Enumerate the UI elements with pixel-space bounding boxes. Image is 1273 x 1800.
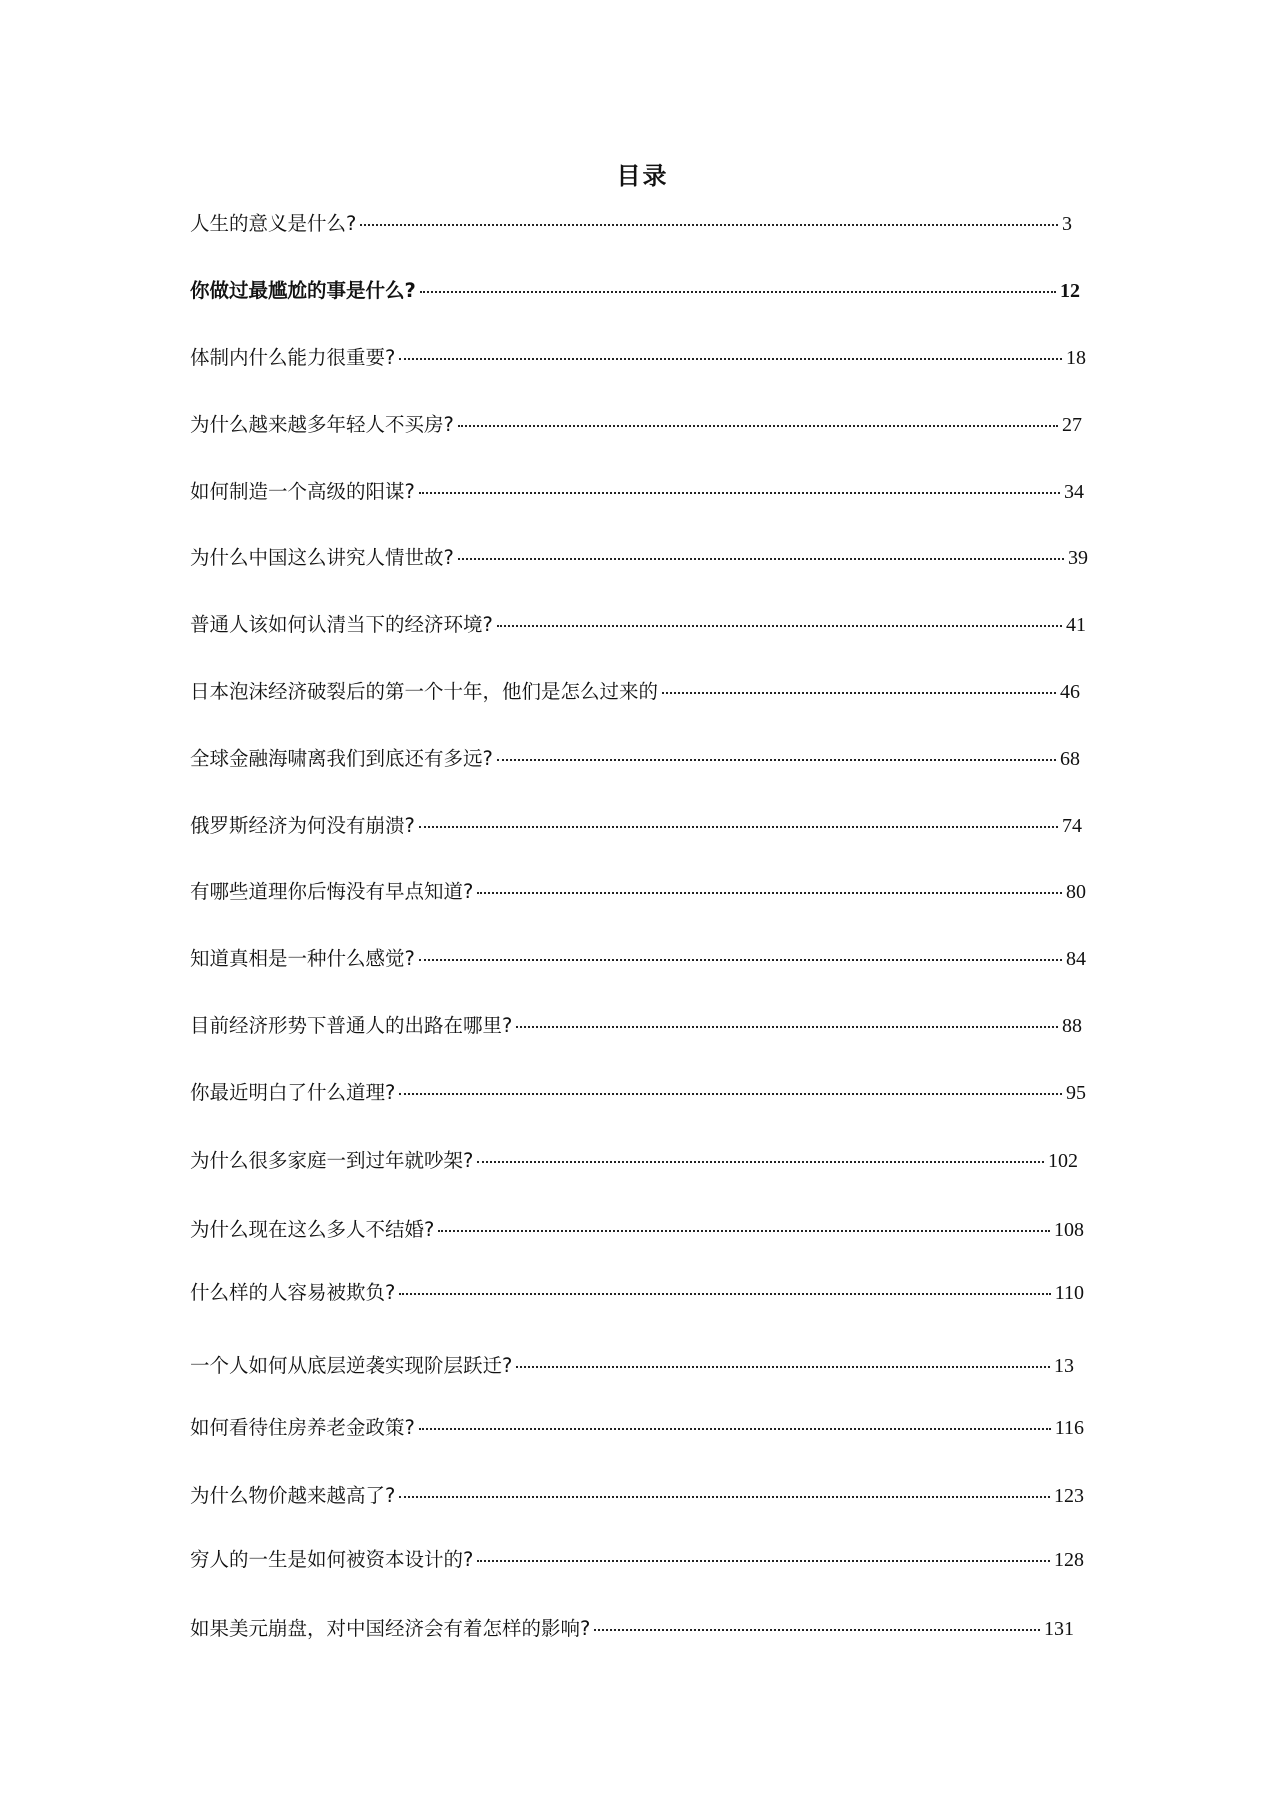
toc-entry[interactable] [190,342,1086,372]
dot-leader [594,1629,1040,1631]
toc-entry[interactable] [190,609,1086,639]
dot-leader [399,358,1062,360]
toc-entry-title: 为什么很多家庭一到过年就吵架? [190,1149,474,1172]
toc-entry-page-number: 116 [1054,1417,1084,1439]
toc-entry-page-number: 41 [1066,614,1086,636]
toc-entry-title: 俄罗斯经济为何没有崩溃? [190,814,415,837]
toc-entry[interactable] [190,1077,1086,1107]
toc-entry[interactable] [190,743,1080,773]
dot-leader [419,1428,1051,1430]
toc-entry-title: 日本泡沫经济破裂后的第一个十年，他们是怎么过来的 [190,680,659,703]
toc-list [190,0,1090,1800]
dot-leader [458,425,1058,427]
toc-entry[interactable] [190,676,1080,706]
toc-entry-title: 全球金融海啸离我们到底还有多远? [190,747,493,770]
toc-entry[interactable] [190,542,1088,572]
toc-entry-page-number: 102 [1048,1150,1078,1172]
toc-entry-page-number: 18 [1066,347,1086,369]
toc-entry[interactable] [190,476,1084,506]
toc-entry-title: 有哪些道理你后悔没有早点知道? [190,880,474,903]
toc-entry[interactable] [190,275,1080,305]
toc-entry-page-number: 34 [1064,481,1084,503]
toc-entry-title: 一个人如何从底层逆袭实现阶层跃迁? [190,1354,513,1377]
toc-entry[interactable] [190,1277,1084,1307]
dot-leader [419,492,1060,494]
toc-title: 目录 [616,162,669,190]
toc-entry[interactable] [190,1010,1082,1040]
dot-leader [419,826,1058,828]
toc-entry[interactable] [190,1544,1084,1574]
toc-entry-page-number: 123 [1054,1485,1084,1507]
toc-entry-page-number: 46 [1060,681,1080,703]
toc-entry[interactable] [190,1214,1084,1244]
toc-entry-title: 穷人的一生是如何被资本设计的? [190,1548,474,1571]
toc-entry-page-number: 39 [1068,547,1088,569]
dot-leader [438,1230,1050,1232]
dot-leader [497,759,1056,761]
toc-entry-page-number: 128 [1054,1549,1084,1571]
toc-entry-page-number: 80 [1066,881,1086,903]
dot-leader [477,1560,1050,1562]
dot-leader [420,291,1056,293]
toc-entry-page-number: 12 [1060,280,1080,302]
toc-entry-title: 普通人该如何认清当下的经济环境? [190,613,493,636]
toc-entry-title: 知道真相是一种什么感觉? [190,947,415,970]
toc-entry[interactable] [190,1350,1074,1380]
toc-entry-title: 如何看待住房养老金政策? [190,1416,415,1439]
toc-entry-page-number: 27 [1062,414,1082,436]
toc-entry-title: 人生的意义是什么? [190,212,357,235]
toc-entry-page-number: 108 [1054,1219,1084,1241]
toc-entry-page-number: 68 [1060,748,1080,770]
dot-leader [477,892,1062,894]
dot-leader [662,692,1056,694]
toc-entry-title: 如何制造一个高级的阳谋? [190,480,415,503]
toc-entry-title: 你做过最尴尬的事是什么? [190,279,416,302]
dot-leader [516,1366,1050,1368]
toc-entry-page-number: 88 [1062,1015,1082,1037]
toc-entry-title: 为什么越来越多年轻人不买房? [190,413,454,436]
toc-entry-title: 为什么中国这么讲究人情世故? [190,546,454,569]
toc-entry-title: 为什么物价越来越高了? [190,1484,396,1507]
toc-entry-title: 你最近明白了什么道理? [190,1081,396,1104]
toc-entry-page-number: 131 [1044,1618,1074,1640]
dot-leader [477,1161,1044,1163]
toc-entry[interactable] [190,1613,1074,1643]
dot-leader [399,1293,1050,1295]
toc-entry[interactable] [190,208,1072,238]
dot-leader [399,1093,1062,1095]
dot-leader [360,224,1058,226]
toc-entry-title: 什么样的人容易被欺负? [190,1281,396,1304]
toc-entry-page-number: 95 [1066,1082,1086,1104]
dot-leader [458,558,1064,560]
toc-entry-title: 如果美元崩盘，对中国经济会有着怎样的影响? [190,1617,591,1640]
dot-leader [419,959,1062,961]
toc-entry-page-number: 74 [1062,815,1082,837]
dot-leader [497,625,1062,627]
dot-leader [399,1496,1050,1498]
toc-entry[interactable] [190,943,1086,973]
toc-entry[interactable] [190,876,1086,906]
toc-entry-page-number: 84 [1066,948,1086,970]
toc-entry-title: 目前经济形势下普通人的出路在哪里? [190,1014,513,1037]
toc-entry-page-number: 110 [1054,1282,1084,1304]
toc-entry[interactable] [190,1145,1078,1175]
toc-entry-page-number: 13 [1054,1355,1074,1377]
toc-entry-title: 为什么现在这么多人不结婚? [190,1218,435,1241]
toc-entry[interactable] [190,1412,1084,1442]
toc-entry[interactable] [190,810,1082,840]
toc-entry-title: 体制内什么能力很重要? [190,346,396,369]
toc-entry-page-number: 3 [1062,213,1072,235]
dot-leader [516,1026,1058,1028]
toc-entry[interactable] [190,1480,1084,1510]
toc-entry[interactable] [190,409,1082,439]
